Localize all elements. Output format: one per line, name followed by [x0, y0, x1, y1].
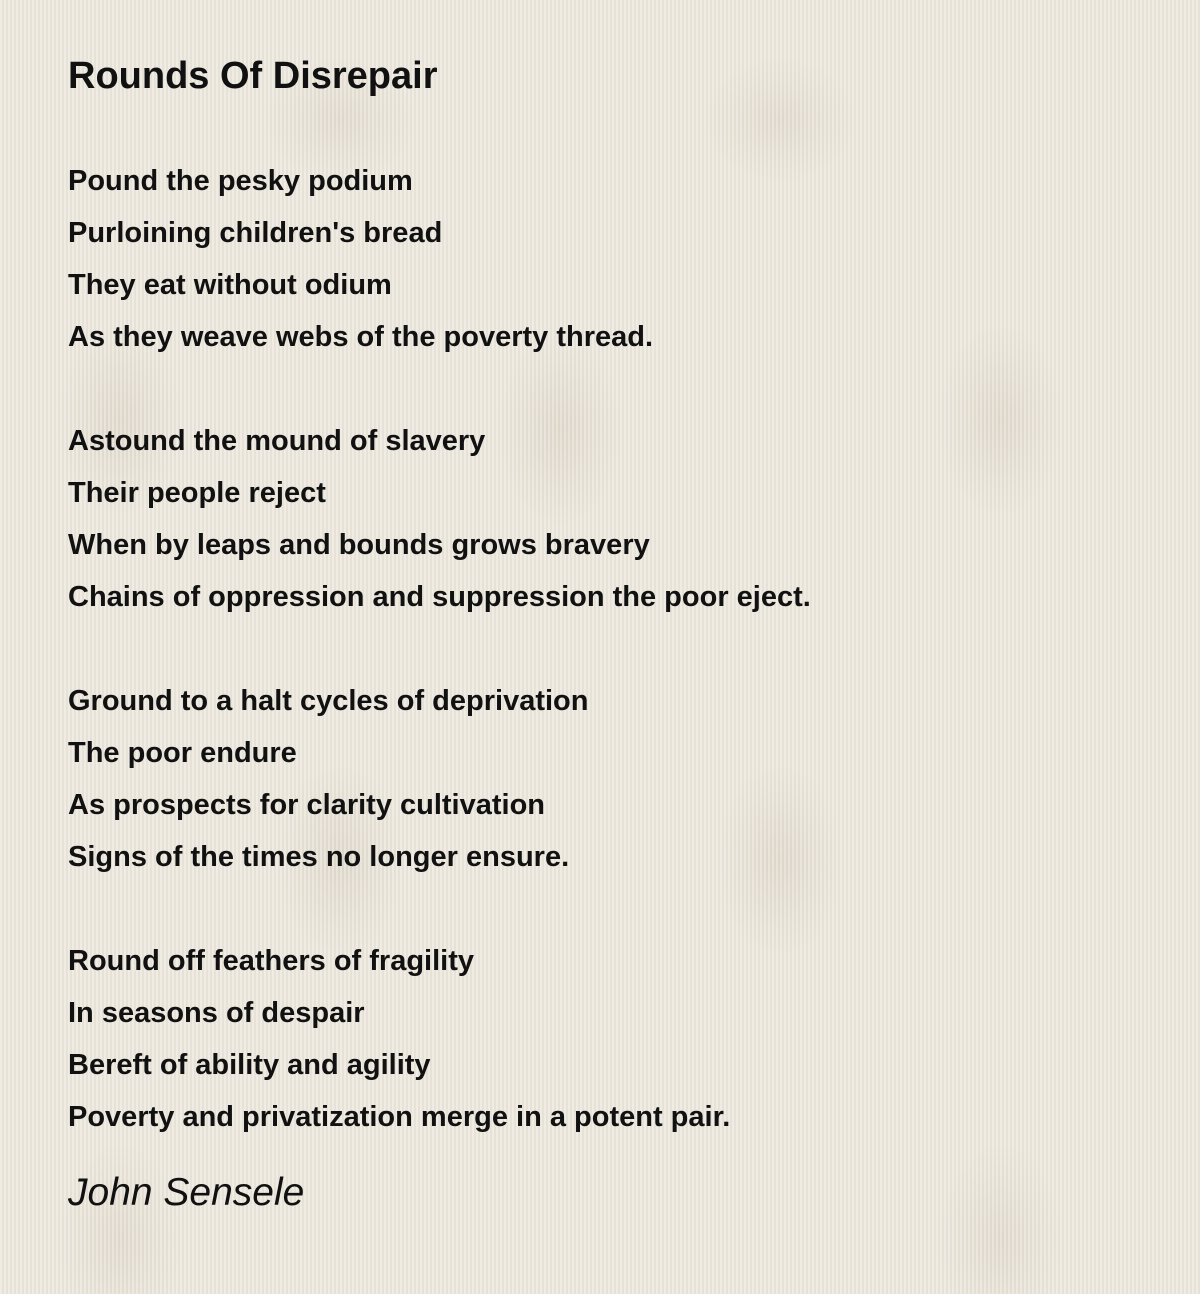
poem-title: Rounds Of Disrepair [68, 55, 438, 97]
poem-line: In seasons of despair [68, 997, 365, 1029]
stanza-3 [68, 675, 1168, 883]
poem-line: Astound the mound of slavery [68, 425, 486, 457]
poem-line: Signs of the times no longer ensure. [68, 841, 570, 873]
stanza-4 [68, 935, 1168, 1143]
poem-line: Purloining children's bread [68, 217, 443, 249]
poem-line: They eat without odium [68, 269, 392, 301]
stanza-2 [68, 415, 1168, 623]
poem-line: Their people reject [68, 477, 326, 509]
poem-author: John Sensele [68, 1171, 305, 1214]
poem-line: Round off feathers of fragility [68, 945, 474, 977]
poem-page [68, 50, 1168, 1217]
poem-line: When by leaps and bounds grows bravery [68, 529, 650, 561]
poem-line: Bereft of ability and agility [68, 1049, 431, 1081]
poem-body [68, 155, 1168, 1143]
poem-line: As they weave webs of the poverty thread. [68, 321, 654, 353]
poem-line: Ground to a halt cycles of deprivation [68, 685, 589, 717]
poem-line: The poor endure [68, 737, 297, 769]
stanza-1 [68, 155, 1168, 363]
poem-line: Poverty and privatization merge in a potent pair. [68, 1101, 731, 1133]
poem-line: Chains of oppression and suppression the poor eject. [68, 581, 811, 613]
poem-line: Pound the pesky podium [68, 165, 413, 197]
poem-line: As prospects for clarity cultivation [68, 789, 546, 821]
